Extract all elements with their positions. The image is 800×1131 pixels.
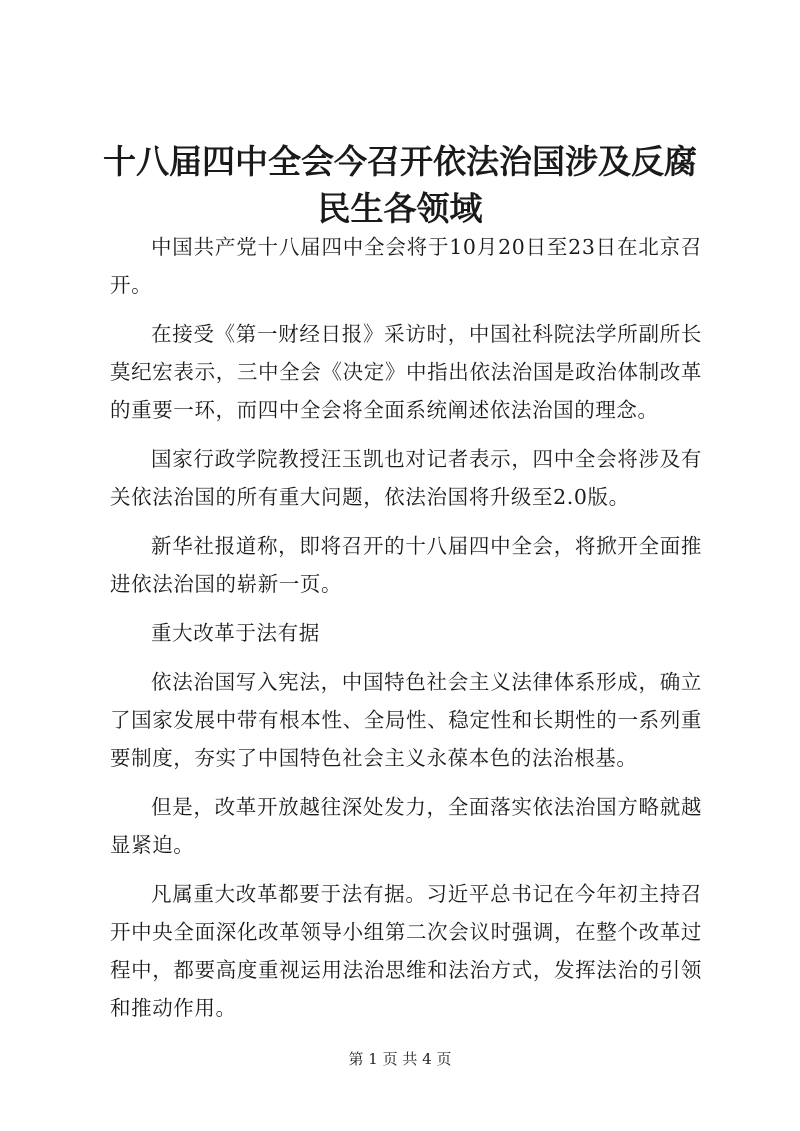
paragraph-2: 在接受《第一财经日报》采访时，中国社科院法学所副所长莫纪宏表示，三中全会《决定》中指出依法治国是政治体制改革的重要一环，而四中全会将全面系统阐述依法治国的理念。 <box>110 322 702 422</box>
section-heading: 重大改革于法有据 <box>151 621 320 645</box>
page-number-footer: 第 1 页 共 4 页 <box>348 1050 452 1068</box>
paragraph-4: 新华社报道称，即将召开的十八届四中全会，将掀开全面推进依法治国的崭新一页。 <box>110 534 702 596</box>
document-title: 十八届四中全会今召开依法治国涉及反腐民生各领域 <box>103 142 697 228</box>
paragraph-7: 凡属重大改革都要于法有据。习近平总书记在今年初主持召开中央全面深化改革领导小组第二次会议时强调，在整个改革过程中，都要高度重视运用法治思维和法治方式，发挥法治的引领和推动作用。 <box>110 882 702 1020</box>
paragraph-6: 但是，改革开放越往深处发力，全面落实依法治国方略就越显紧迫。 <box>110 795 702 857</box>
paragraph-3: 国家行政学院教授汪玉凯也对记者表示，四中全会将涉及有关依法治国的所有重大问题，依法治国将升级至2.0版。 <box>110 447 702 509</box>
paragraph-1: 中国共产党十八届四中全会将于10月20日至23日在北京召开。 <box>110 235 702 297</box>
document-body <box>110 228 702 1038</box>
paragraph-5: 依法治国写入宪法，中国特色社会主义法律体系形成，确立了国家发展中带有根本性、全局性、稳定性和长期性的一系列重要制度，夯实了中国特色社会主义永葆本色的法治根基。 <box>110 670 702 770</box>
